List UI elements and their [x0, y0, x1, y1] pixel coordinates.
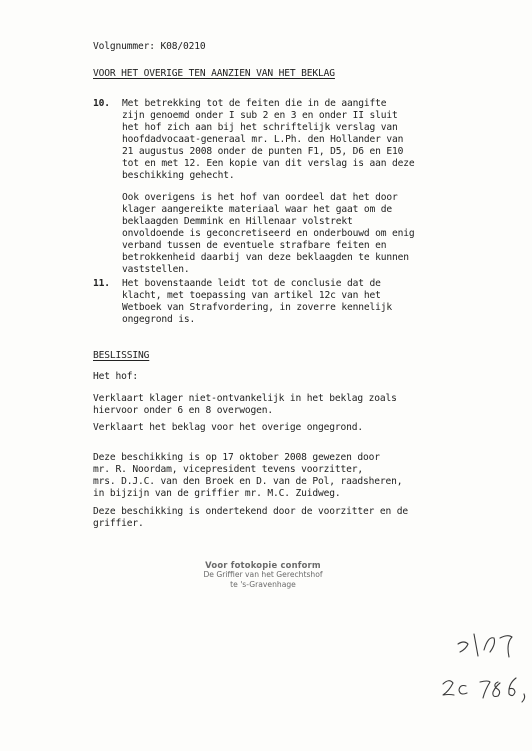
case-number: Volgnummer: K08/0210	[93, 41, 206, 52]
paragraph-line: beschikking gehecht.	[122, 170, 235, 181]
paragraph-line: Met betrekking tot de feiten die in de aangifte	[122, 98, 387, 109]
stamp-line: te 's-Gravenhage	[230, 580, 296, 589]
paragraph-line: zijn genoemd onder I sub 2 en 3 en onder II sluit	[122, 110, 398, 121]
decision-line: Verklaart klager niet-ontvankelijk in het beklag zoals	[93, 393, 397, 404]
decision-line: Verklaart het beklag voor het overige ongegrond.	[93, 422, 364, 433]
signature-line: griffier.	[93, 518, 144, 529]
decision-line: hiervoor onder 6 en 8 overwogen.	[93, 405, 274, 416]
composition-line: mrs. D.J.C. van den Broek en D. van de Pol, raadsheren,	[93, 476, 403, 487]
paragraph-line: klager aangereikte materiaal waar het gaat om de	[122, 204, 393, 215]
certified-copy-stamp	[178, 560, 348, 590]
paragraph-line: betrokkenheid daarbij van deze beklaagden te kunnen	[122, 252, 409, 263]
section-title: VOOR HET OVERIGE TEN AANZIEN VAN HET BEKLAG	[93, 68, 335, 79]
composition-line: mr. R. Noordam, vicepresident tevens voorzitter,	[93, 464, 364, 475]
paragraph-11-number: 11.	[93, 278, 110, 289]
paragraph-line: onvoldoende is geconcretiseerd en onderbouwd om enig	[122, 228, 415, 239]
composition-line: Deze beschikking is op 17 oktober 2008 gewezen door	[93, 452, 380, 463]
paragraph-line: Wetboek van Strafvordering, in zoverre kennelijk	[122, 302, 393, 313]
paragraph-line: Ook overigens is het hof van oordeel dat het door	[122, 192, 398, 203]
paragraph-line: beklaagden Demmink en Hillenaar volstrekt	[122, 216, 353, 227]
paragraph-line: 21 augustus 2008 onder de punten F1, D5, D6 en E10	[122, 146, 404, 157]
paragraph-line: tot en met 12. Een kopie van dit verslag is aan deze	[122, 158, 415, 169]
paragraph-line: vaststellen.	[122, 264, 190, 275]
signature-line: Deze beschikking is ondertekend door de voorzitter en de	[93, 506, 409, 517]
stamp-line: De Griffier van het Gerechtshof	[203, 570, 323, 579]
paragraph-line: Het bovenstaande leidt tot de conclusie dat de	[122, 278, 381, 289]
decision-intro: Het hof:	[93, 371, 139, 382]
composition-line: in bijzijn van de griffier mr. M.C. Zuidweg.	[93, 488, 341, 499]
paragraph-10-number: 10.	[93, 98, 110, 109]
handwritten-annotation	[438, 620, 528, 730]
paragraph-line: verband tussen de eventuele strafbare feiten en	[122, 240, 387, 251]
stamp-line: Voor fotokopie conform	[205, 560, 321, 570]
paragraph-line: ongegrond is.	[122, 314, 196, 325]
decision-heading: BESLISSING	[93, 350, 150, 361]
paragraph-line: het hof zich aan bij het schriftelijk verslag van	[122, 122, 398, 133]
paragraph-line: hoofdadvocaat-generaal mr. L.Ph. den Hollander van	[122, 134, 404, 145]
paragraph-line: klacht, met toepassing van artikel 12c van het	[122, 290, 381, 301]
